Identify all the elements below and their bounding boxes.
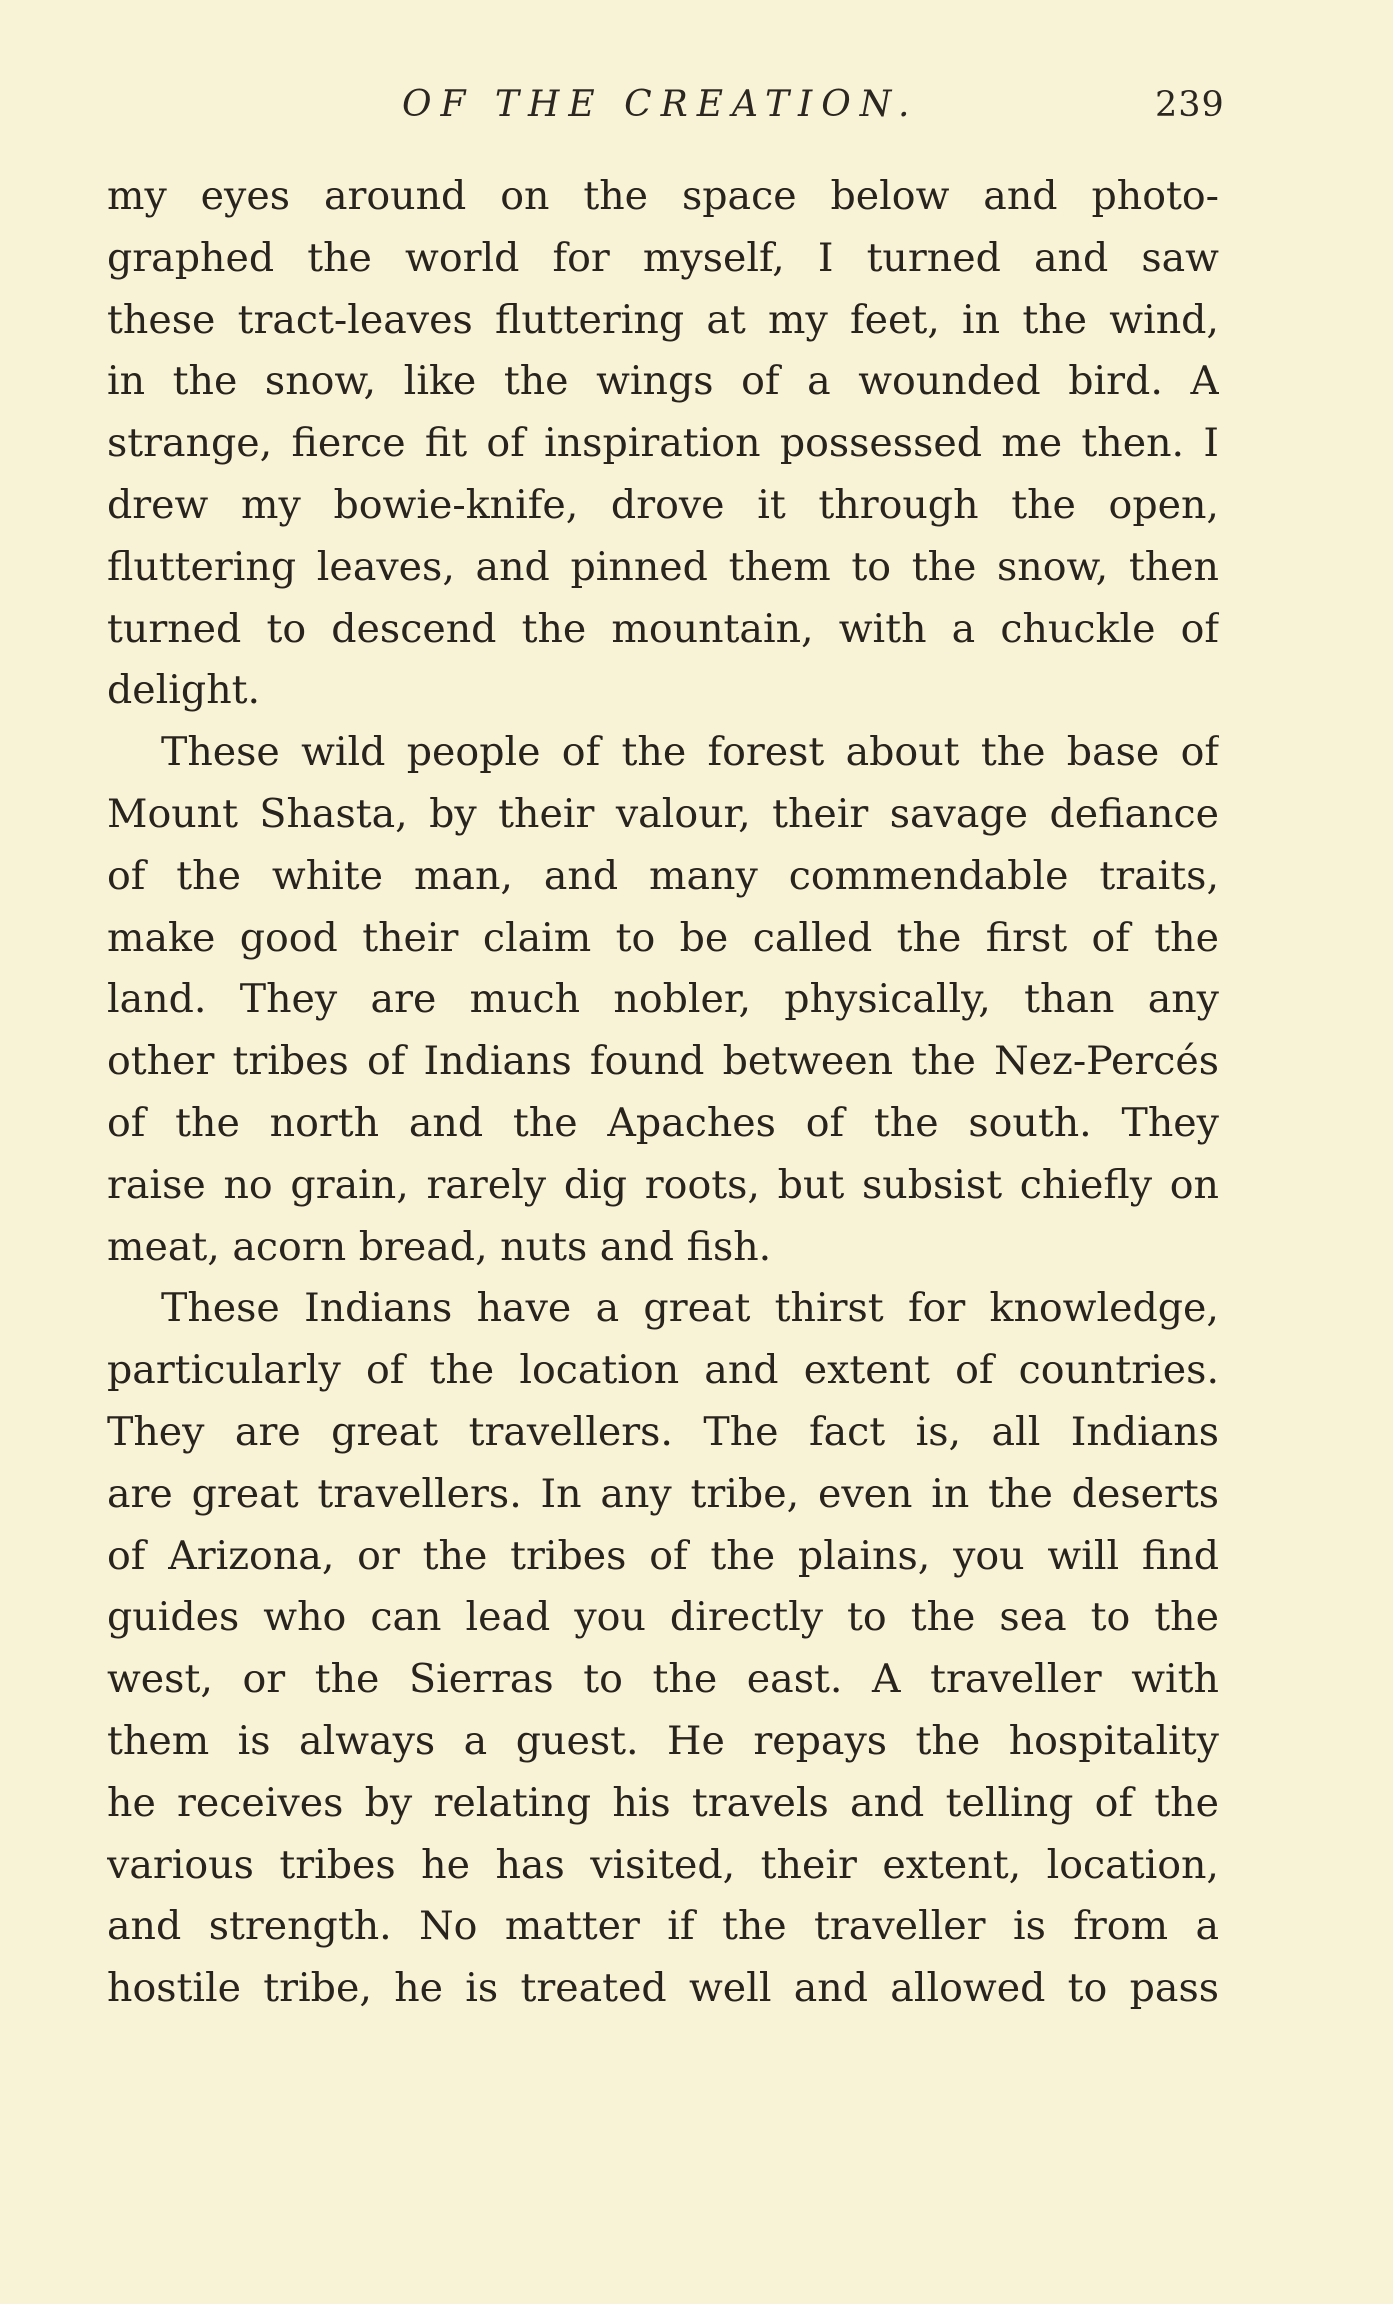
text-line: are great travellers. In any tribe, even in the deserts: [107, 1470, 1219, 1517]
text-line: of Arizona, or the tribes of the plains, you will find: [107, 1532, 1219, 1579]
paragraph-start-line: These wild people of the forest about the base of: [161, 729, 1219, 776]
text-line: strange, fierce fit of inspiration possessed me then. I: [107, 420, 1219, 467]
text-line: he receives by relating his travels and telling of the: [107, 1779, 1219, 1826]
text-line: various tribes he has visited, their extent, location,: [107, 1841, 1219, 1888]
text-line: hostile tribe, he is treated well and allowed to pass: [107, 1965, 1219, 2012]
text-line: my eyes around on the space below and photo-: [107, 173, 1219, 219]
text-line: They are great travellers. The fact is, all Indians: [107, 1408, 1219, 1455]
text-line: meat, acorn bread, nuts and fish.: [107, 1223, 772, 1270]
text-line: make good their claim to be called the first of the: [107, 914, 1219, 961]
text-line: delight.: [107, 667, 261, 714]
text-line: graphed the world for myself, I turned and saw: [107, 234, 1219, 281]
text-line: raise no grain, rarely dig roots, but subsist chiefly on: [107, 1161, 1219, 1208]
paragraph-start-line: These Indians have a great thirst for knowledge,: [161, 1285, 1219, 1332]
text-line: of the white man, and many commendable traits,: [107, 852, 1219, 899]
text-line: these tract-leaves fluttering at my feet, in the wind,: [107, 296, 1219, 343]
page-number: 239: [1155, 85, 1225, 125]
text-line: and strength. No matter if the traveller is from a: [107, 1903, 1219, 1950]
text-line: Mount Shasta, by their valour, their savage defiance: [107, 790, 1219, 837]
text-line: in the snow, like the wings of a wounded bird. A: [107, 358, 1219, 405]
text-line: of the north and the Apaches of the south. They: [107, 1099, 1219, 1146]
text-line: drew my bowie-knife, drove it through the open,: [107, 481, 1219, 528]
text-line: west, or the Sierras to the east. A traveller with: [107, 1656, 1219, 1703]
text-line: other tribes of Indians found between the Nez-Percés: [107, 1038, 1219, 1085]
text-line: fluttering leaves, and pinned them to the snow, then: [107, 543, 1219, 590]
body-text: [107, 166, 1219, 2020]
chapter-title: OF THE CREATION.: [402, 84, 919, 125]
text-line: them is always a guest. He repays the hospitality: [107, 1717, 1219, 1764]
text-line: particularly of the location and extent of countries.: [107, 1347, 1219, 1394]
text-line: guides who can lead you directly to the sea to the: [107, 1594, 1219, 1641]
running-head: [0, 78, 1393, 132]
text-line: turned to descend the mountain, with a chuckle of: [107, 605, 1219, 652]
text-line: land. They are much nobler, physically, than any: [107, 976, 1219, 1023]
